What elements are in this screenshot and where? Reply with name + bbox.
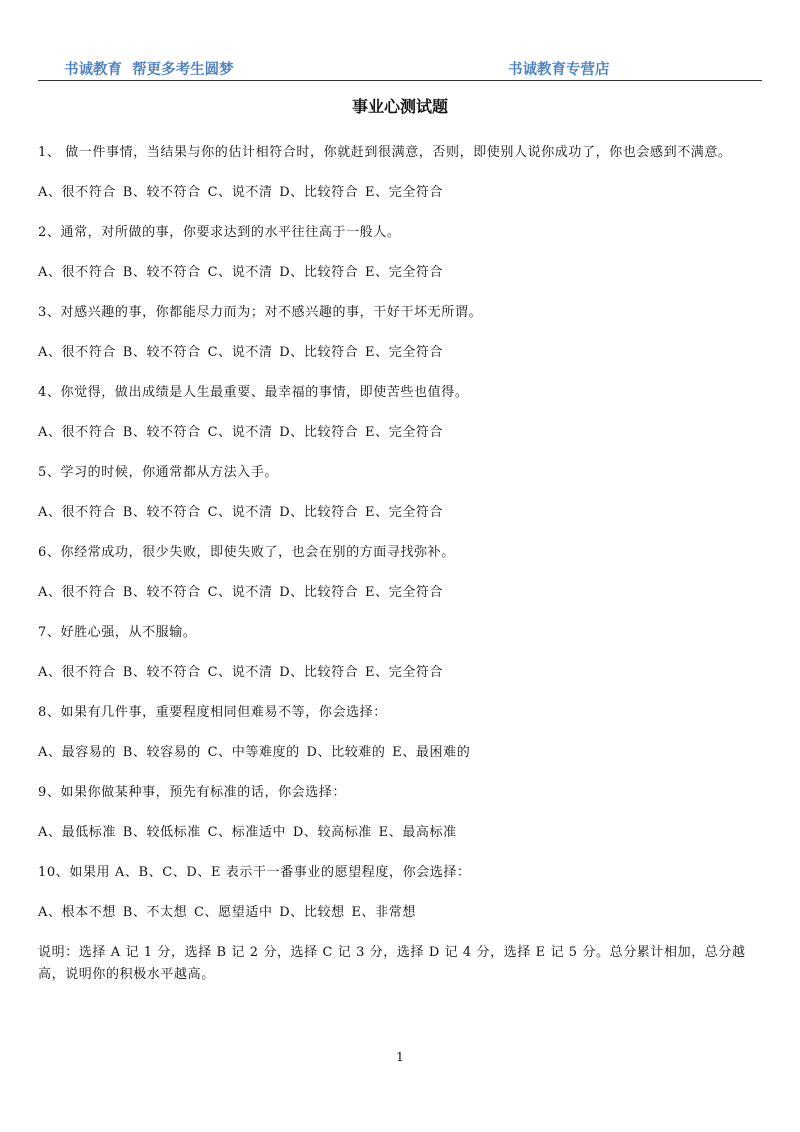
document-title: 事业心测试题	[351, 97, 448, 116]
answer-options: A、很不符合 B、较不符合 C、说不清 D、比较符合 E、完全符合	[38, 345, 444, 360]
question-text: 7、好胜心强，从不服输。	[38, 625, 197, 640]
page-header	[38, 58, 762, 81]
answer-options: A、很不符合 B、较不符合 C、说不清 D、比较符合 E、完全符合	[38, 265, 444, 280]
answer-options: A、很不符合 B、较不符合 C、说不清 D、比较符合 E、完全符合	[38, 425, 444, 440]
question-item	[38, 462, 762, 524]
question-item	[38, 382, 762, 444]
answer-options: A、最容易的 B、较容易的 C、中等难度的 D、比较难的 E、最困难的	[38, 745, 471, 760]
answer-options: A、很不符合 B、较不符合 C、说不清 D、比较符合 E、完全符合	[38, 585, 444, 600]
header-store-name: 书诚教育专营店	[508, 62, 610, 78]
question-item	[38, 622, 762, 684]
question-text: 3、对感兴趣的事，你都能尽力而为；对不感兴趣的事，干好干坏无所谓。	[38, 305, 483, 320]
answer-options: A、最低标准 B、较低标准 C、标准适中 D、较高标准 E、最高标准	[38, 825, 457, 840]
page-number: 1	[396, 1050, 404, 1064]
question-item	[38, 782, 762, 844]
question-text: 9、如果你做某种事，预先有标准的话，你会选择：	[38, 785, 347, 800]
question-item	[38, 702, 762, 764]
answer-options: A、根本不想 B、不太想 C、愿望适中 D、比较想 E、非常想	[38, 905, 416, 920]
question-text: 2、通常，对所做的事，你要求达到的水平往往高于一般人。	[38, 225, 401, 240]
question-item	[38, 142, 762, 204]
question-item	[38, 222, 762, 284]
question-text: 4、你觉得，做出成绩是人生最重要、最幸福的事情，即使苦些也值得。	[38, 385, 469, 400]
question-text: 6、你经常成功，很少失败，即使失败了，也会在别的方面寻找弥补。	[38, 545, 455, 560]
question-text: 8、如果有几件事，重要程度相同但难易不等，你会选择：	[38, 705, 387, 720]
answer-options: A、很不符合 B、较不符合 C、说不清 D、比较符合 E、完全符合	[38, 185, 444, 200]
question-text: 10、如果用 A、B、C、D、E 表示干一番事业的愿望程度，你会选择：	[38, 865, 471, 880]
question-item	[38, 302, 762, 364]
question-list	[38, 142, 762, 1004]
header-slogan: 书诚教育 帮更多考生圆梦	[64, 62, 234, 78]
answer-options: A、很不符合 B、较不符合 C、说不清 D、比较符合 E、完全符合	[38, 505, 444, 520]
question-text: 1、 做一件事情，当结果与你的估计相符合时，你就赶到很满意，否则，即使别人说你成功了，你也会感到不满意。	[38, 145, 732, 160]
question-text: 5、学习的时候，你通常都从方法入手。	[38, 465, 279, 480]
question-item	[38, 542, 762, 604]
scoring-note: 说明：选择 A 记 1 分，选择 B 记 2 分，选择 C 记 3 分，选择 D 记 4 分，选择 E 记 5 分。总分累计相加，总分越高，说明你的积极水平越高。	[38, 945, 746, 982]
question-item	[38, 862, 762, 924]
answer-options: A、很不符合 B、较不符合 C、说不清 D、比较符合 E、完全符合	[38, 665, 444, 680]
